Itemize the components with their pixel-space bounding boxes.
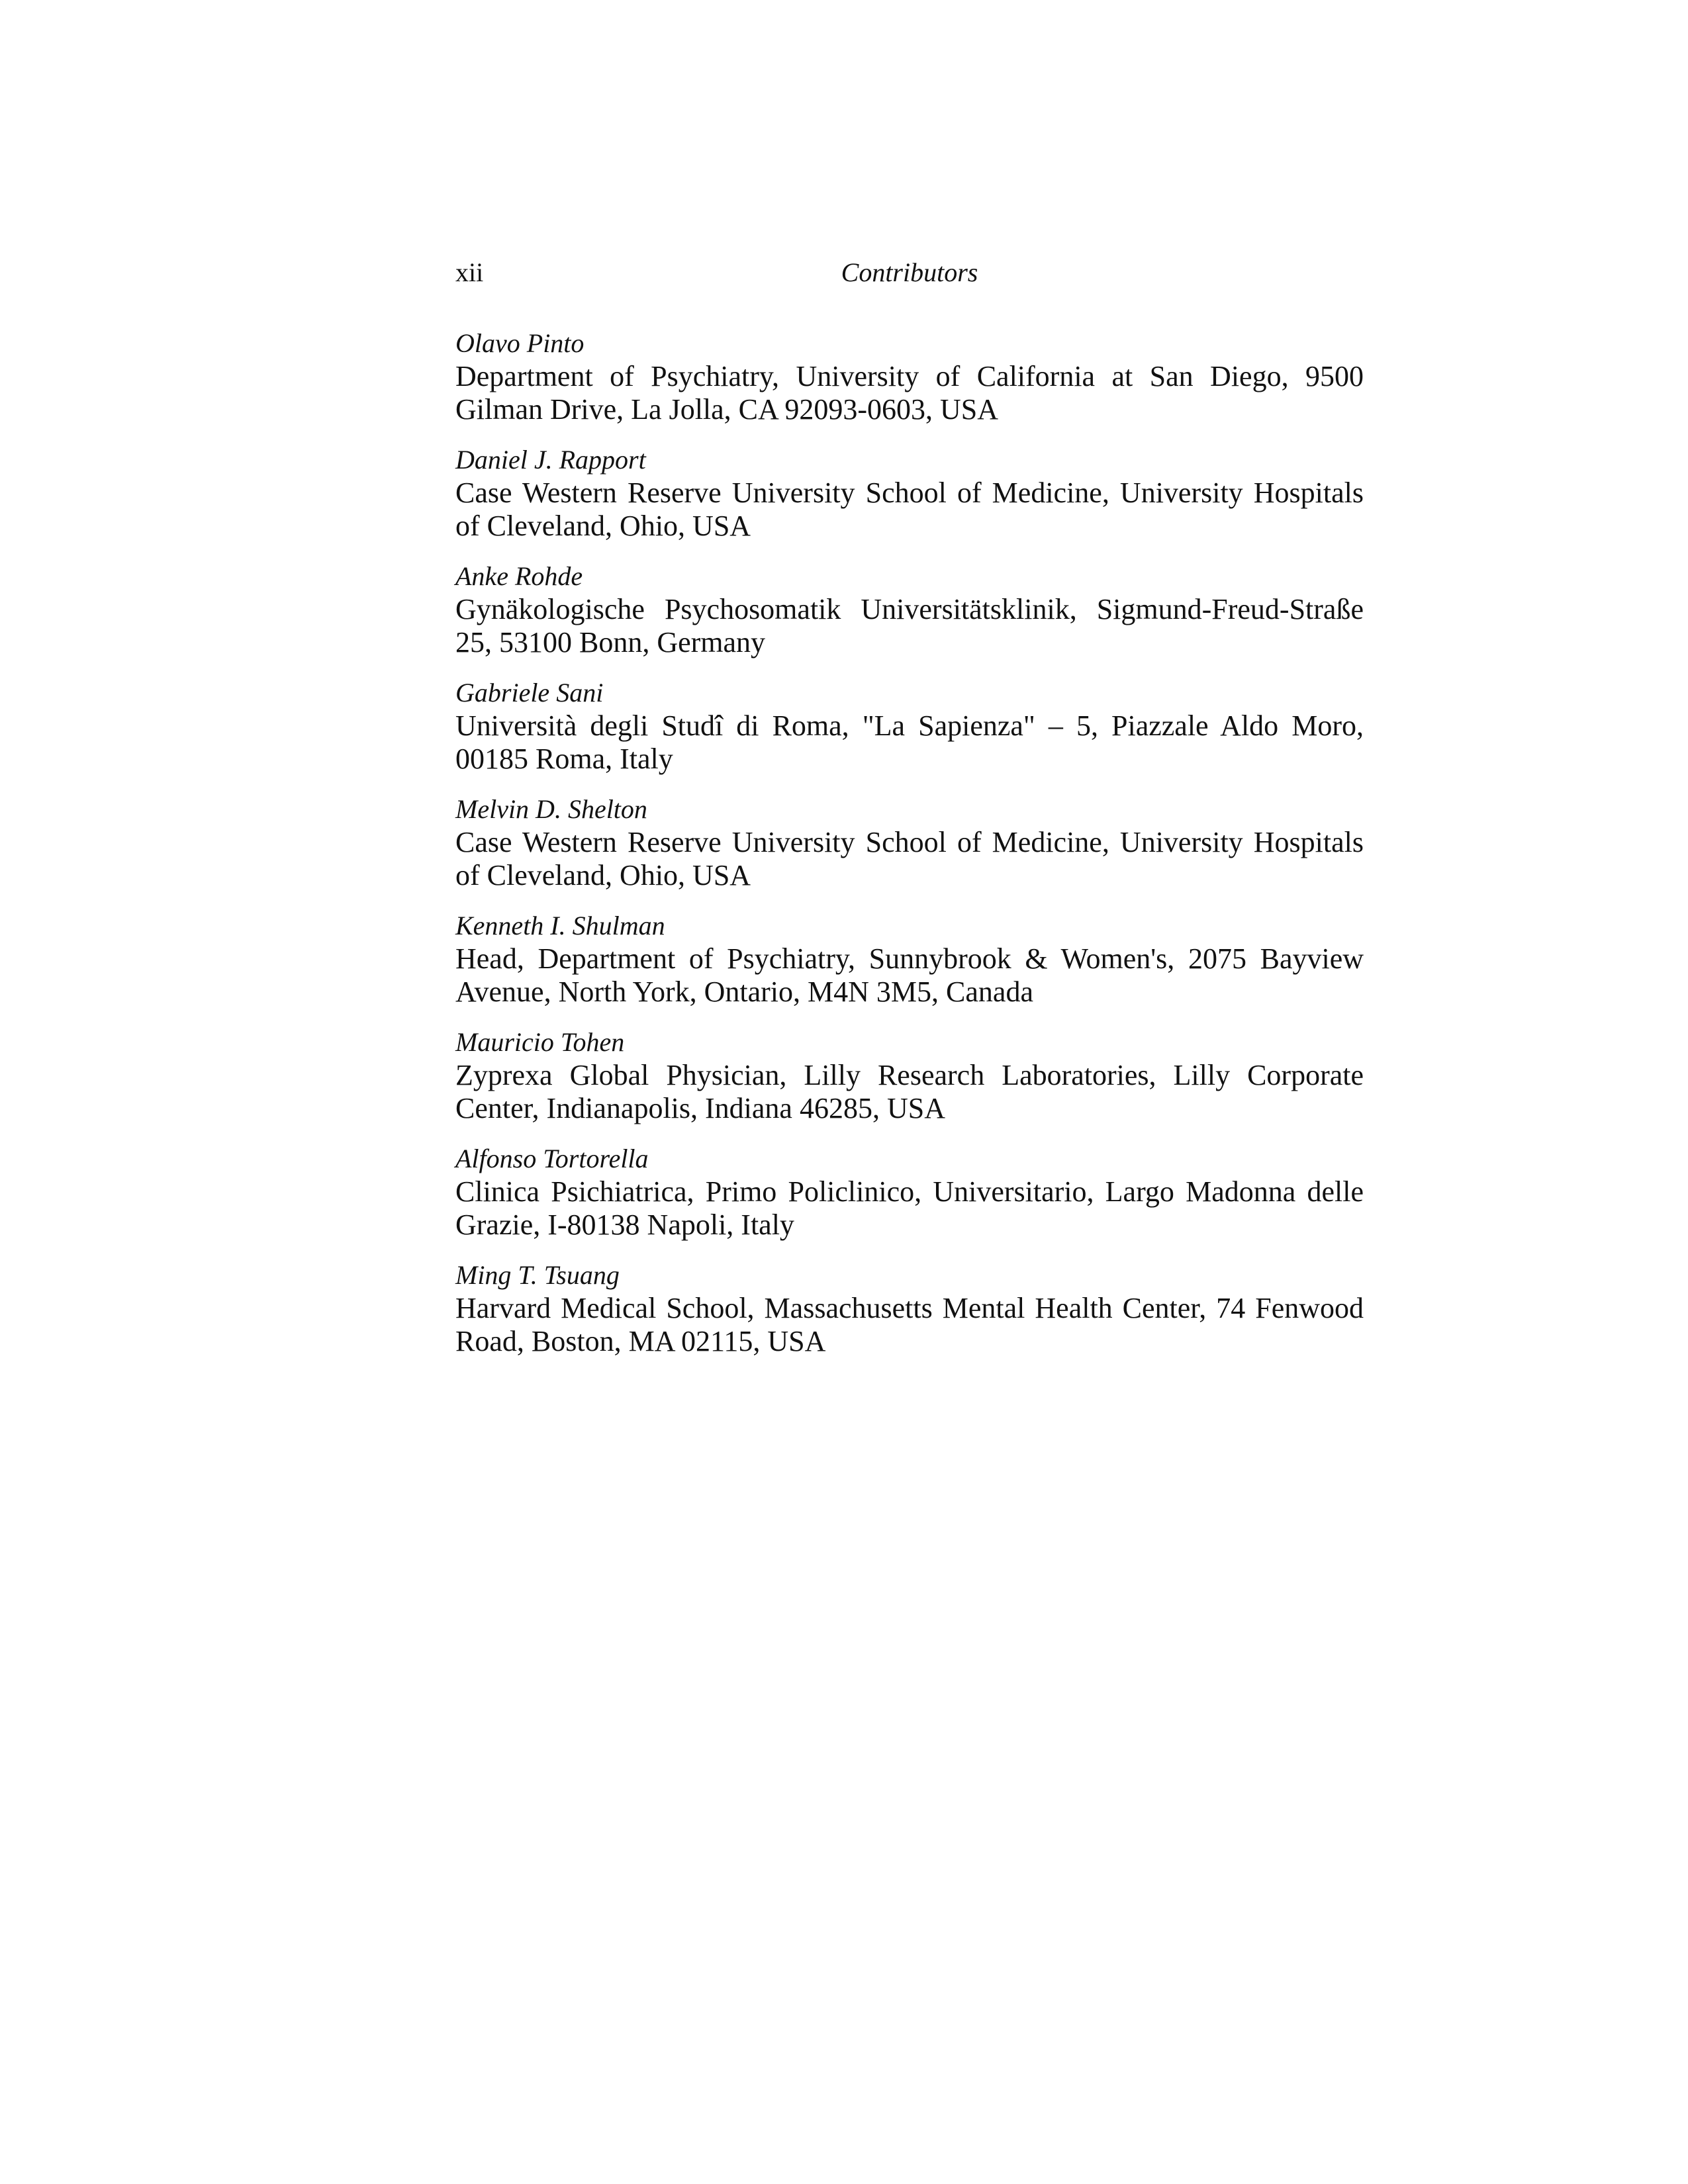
contributor-affiliation: Case Western Reserve University School of Medicine, University Hospitals of Cleveland, Ohio, USA <box>455 826 1364 891</box>
contributor-entry <box>455 793 1364 892</box>
contributor-name: Melvin D. Shelton <box>455 794 647 824</box>
contributor-entry <box>455 909 1364 1009</box>
contributor-entry <box>455 676 1364 776</box>
contributor-name: Daniel J. Rapport <box>455 445 646 475</box>
contributor-affiliation: Università degli Studî di Roma, "La Sapienza" – 5, Piazzale Aldo Moro, 00185 Roma, Italy <box>455 709 1364 775</box>
contributor-entry <box>455 1142 1364 1242</box>
contributor-affiliation: Zyprexa Global Physician, Lilly Research Laboratories, Lilly Corporate Center, Indianapolis, Indiana 46285, USA <box>455 1059 1364 1124</box>
contributor-affiliation: Clinica Psichiatrica, Primo Policlinico, Universitario, Largo Madonna delle Grazie, I-80138 Napoli, Italy <box>455 1175 1364 1241</box>
contributor-name: Gabriele Sani <box>455 678 604 707</box>
contributor-name: Anke Rohde <box>455 561 583 591</box>
contributor-name: Alfonso Tortorella <box>455 1144 649 1173</box>
contributor-name: Mauricio Tohen <box>455 1027 625 1057</box>
contributors-list <box>455 327 1364 1375</box>
contributor-entry <box>455 560 1364 659</box>
contributor-entry <box>455 1259 1364 1358</box>
contributor-entry <box>455 327 1364 426</box>
contributor-name: Ming T. Tsuang <box>455 1260 620 1290</box>
contributor-affiliation: Harvard Medical School, Massachusetts Mental Health Center, 74 Fenwood Road, Boston, MA 02115, USA <box>455 1292 1364 1357</box>
running-title: Contributors <box>841 257 978 287</box>
contributor-name: Kenneth I. Shulman <box>455 911 665 940</box>
contributor-affiliation: Case Western Reserve University School of Medicine, University Hospitals of Cleveland, Ohio, USA <box>455 477 1364 542</box>
contributor-entry <box>455 443 1364 543</box>
contributor-affiliation: Department of Psychiatry, University of California at San Diego, 9500 Gilman Drive, La Jolla, CA 92093-0603, USA <box>455 360 1364 426</box>
contributor-name: Olavo Pinto <box>455 328 585 358</box>
contributor-affiliation: Gynäkologische Psychosomatik Universitätsklinik, Sigmund-Freud-Straße 25, 53100 Bonn, Germany <box>455 593 1364 659</box>
running-head <box>455 253 1364 293</box>
contributor-affiliation: Head, Department of Psychiatry, Sunnybrook & Women's, 2075 Bayview Avenue, North York, Ontario, M4N 3M5, Canada <box>455 942 1364 1008</box>
page-number: xii <box>455 257 484 287</box>
contributor-entry <box>455 1026 1364 1125</box>
